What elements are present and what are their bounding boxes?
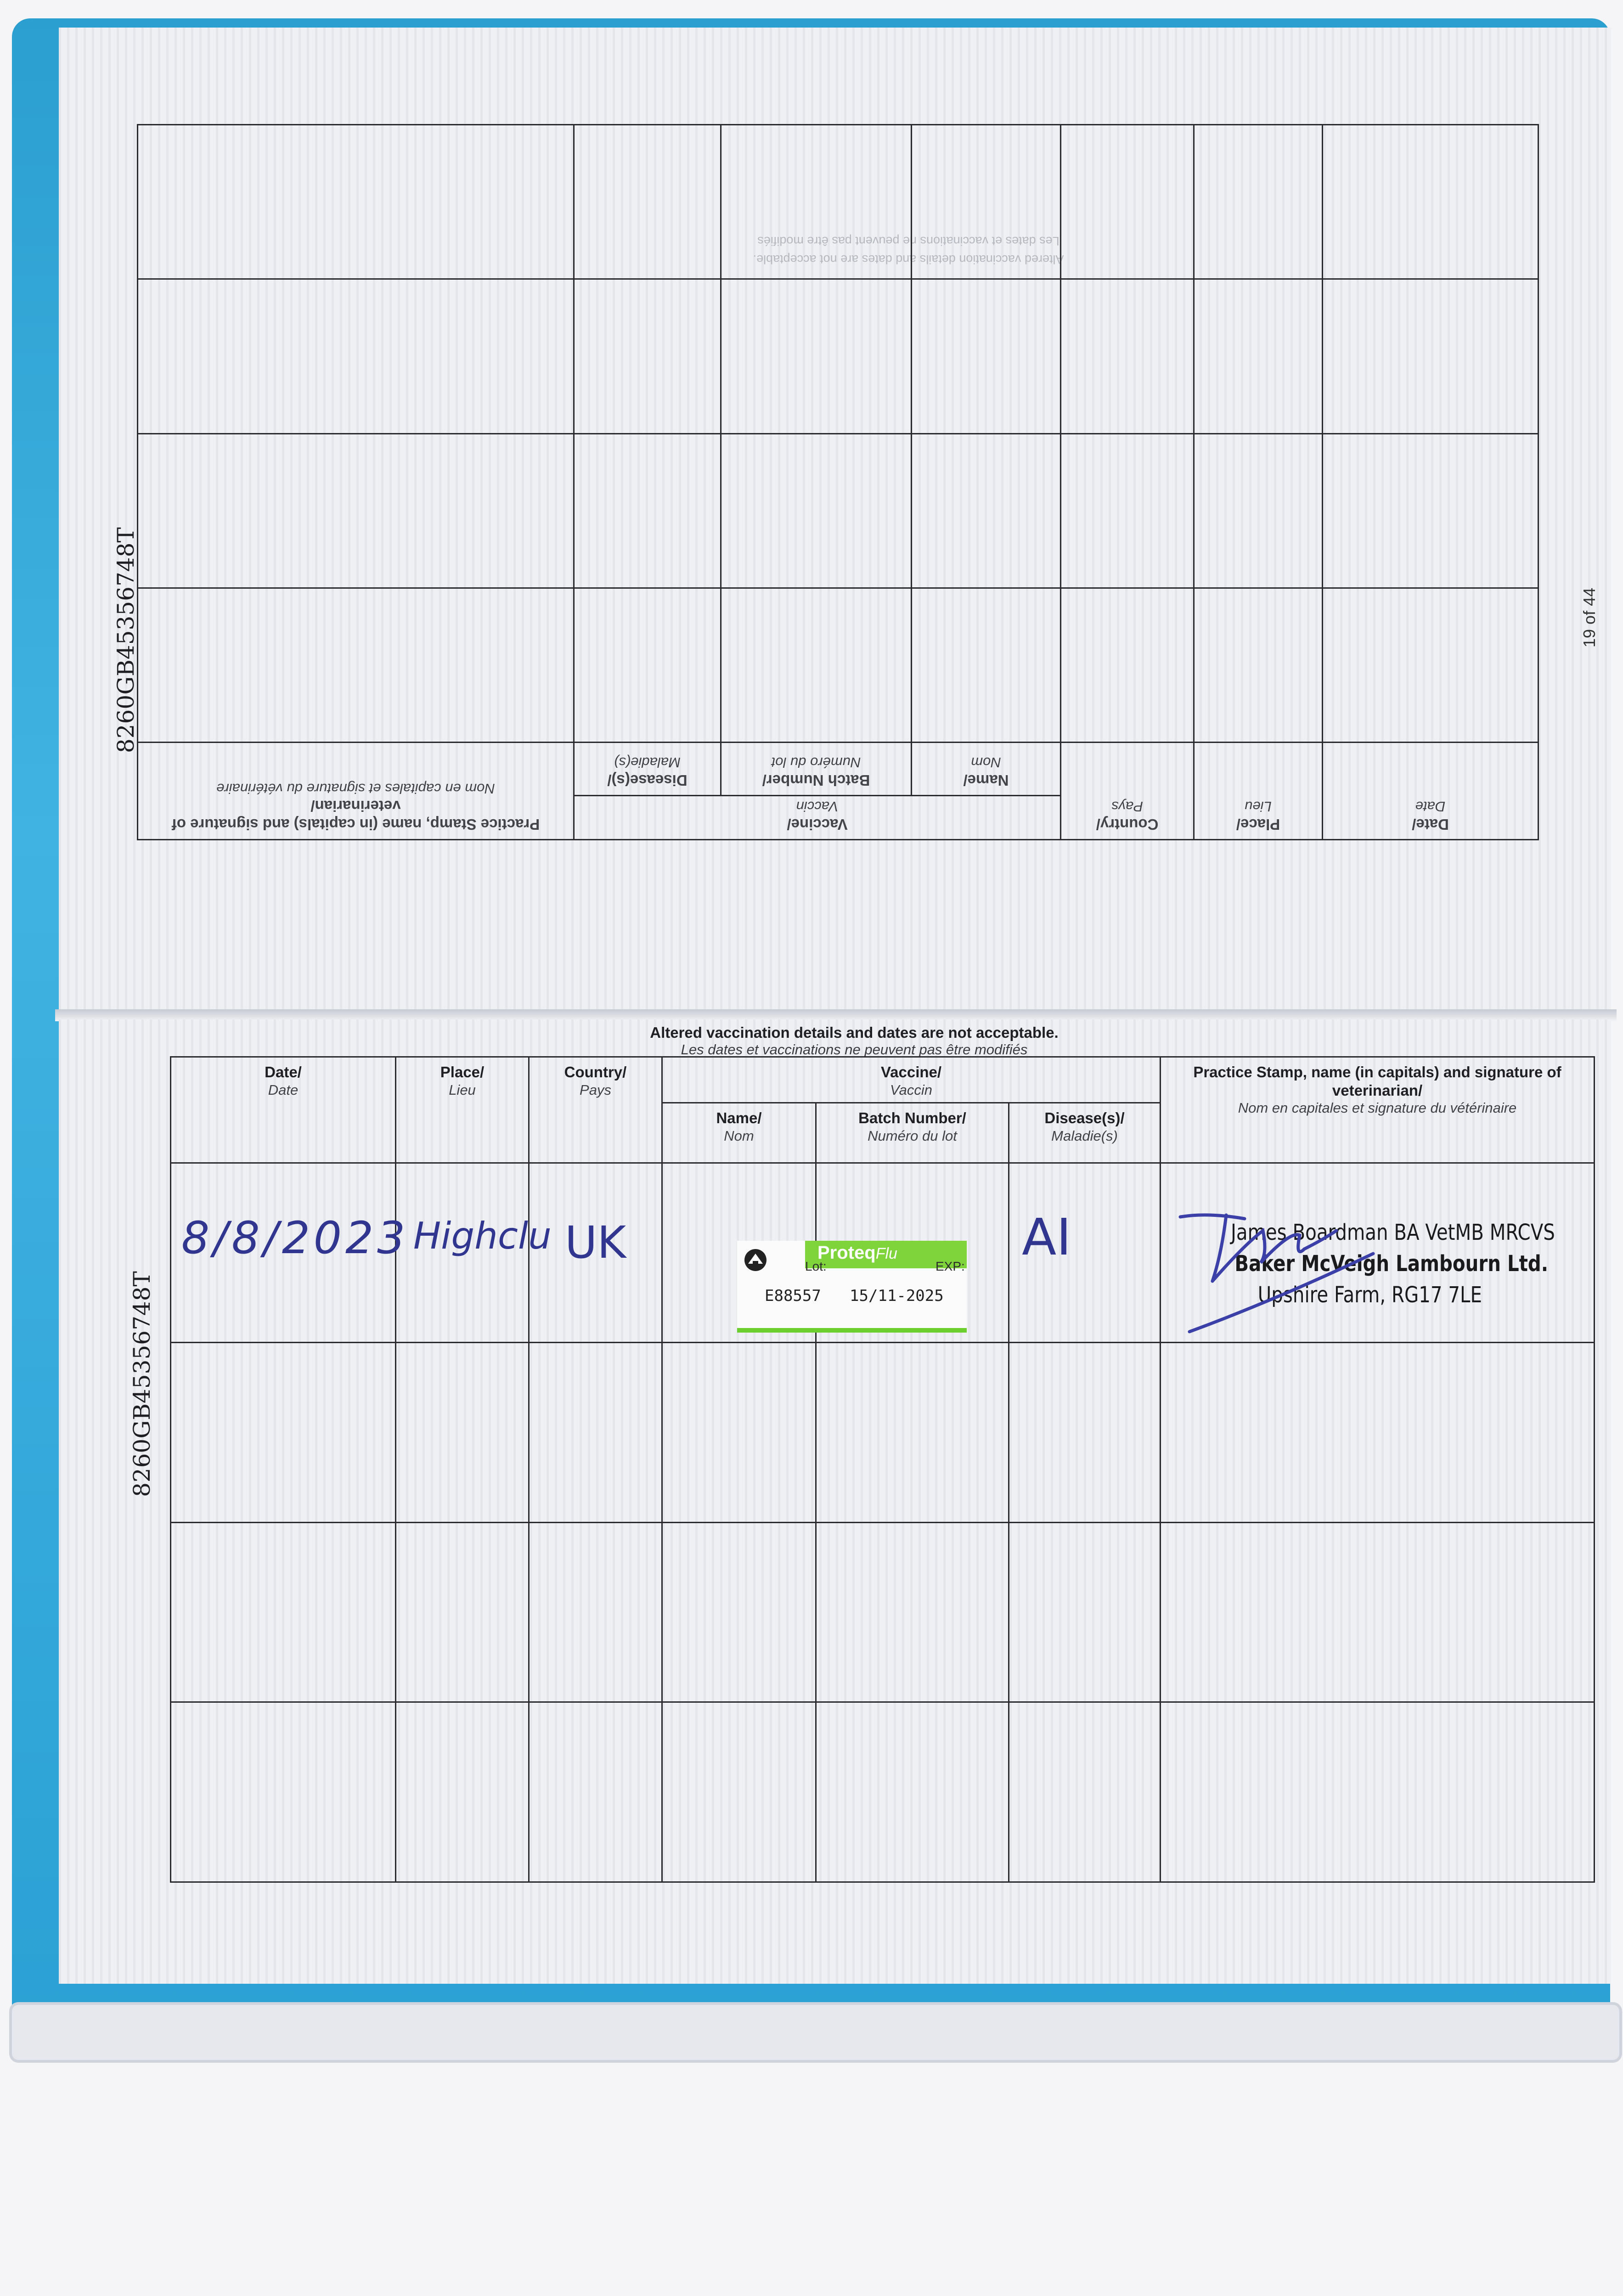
upper-table-row [138, 588, 1538, 742]
passport-cover-bottom-edge [9, 2002, 1622, 2063]
vaccine-sticker [737, 1241, 967, 1333]
entry-place-handwritten: Highclu [413, 1215, 552, 1257]
upper-table-row [138, 433, 1538, 588]
header-practice-stamp: Practice Stamp, name (in capitals) and signature of veterinarian/ Nom en capitales et signature du vétérinaire [1161, 1057, 1595, 1163]
notice-english: Altered vaccination details and dates are not acceptable. [650, 1024, 1059, 1041]
upper-header-disease: Disease(s)/ Maladie(s) [574, 742, 721, 795]
upper-table-row [138, 125, 1538, 279]
header-vaccine: Vaccine/ Vaccin [662, 1057, 1161, 1103]
entry-country-handwritten: UK [565, 1217, 626, 1268]
upper-vaccination-table [137, 124, 1539, 840]
header-diseases: Disease(s)/ Maladie(s) [1009, 1103, 1161, 1163]
entry-date-handwritten: 8/8/2023 [181, 1212, 409, 1264]
alteration-notice [533, 1024, 1176, 1058]
stamp-address: Upshire Farm, RG17 7LE [1257, 1282, 1482, 1308]
header-date: Date/ Date [171, 1057, 396, 1163]
table-row [171, 1343, 1595, 1523]
header-vaccine-name: Name/ Nom [662, 1103, 816, 1163]
entry-disease-handwritten: AI [1022, 1208, 1071, 1266]
stamp-vet-name: James Boardman BA VetMB MRCVS [1231, 1220, 1555, 1245]
upper-header-name: Name/ Nom [912, 742, 1061, 795]
passport-number-upper: 8260GB45356748T [113, 527, 139, 753]
upper-header-stamp: Practice Stamp, name (in capitals) and signature of veterinarian/ Nom en capitales et signature du vétérinaire [138, 742, 574, 839]
upper-header-place: Place/ Lieu [1194, 742, 1323, 839]
manufacturer-logo-icon [742, 1245, 769, 1273]
header-batch-number: Batch Number/ Numéro du lot [816, 1103, 1009, 1163]
vaccine-brand-name: ProteqFlu [817, 1243, 897, 1263]
header-country: Country/ Pays [529, 1057, 662, 1163]
vaccination-table [170, 1056, 1595, 1883]
stamp-practice-name: Baker McVeigh Lambourn Ltd. [1234, 1251, 1549, 1277]
table-row [171, 1702, 1595, 1882]
notice-french: Les dates et vaccinations ne peuvent pas être modifiés [681, 1041, 1028, 1058]
upper-header-vaccine: Vaccine/ Vaccin [574, 795, 1061, 839]
page-number: 19 of 44 [1580, 587, 1599, 647]
show-through-line-1: Altered vaccination details and dates are not acceptable. [753, 253, 1064, 266]
header-place: Place/ Lieu [396, 1057, 529, 1163]
upper-header-batch: Batch Number/ Numéro du lot [721, 742, 912, 795]
expiry-date: 15/11-2025 [850, 1287, 944, 1305]
passport-number-lower: 8260GB45356748T [129, 1271, 155, 1497]
upper-header-country: Country/ Pays [1061, 742, 1194, 839]
veterinarian-signature [1157, 1199, 1414, 1345]
exp-label: EXP: [935, 1259, 965, 1273]
show-through-line-2: Les dates et vaccinations ne peuvent pas être modifiés [757, 234, 1059, 248]
table-row [171, 1522, 1595, 1702]
lot-label: Lot: [805, 1259, 827, 1273]
upper-header-date: Date/ Date [1323, 742, 1538, 839]
upper-table-row [138, 279, 1538, 433]
lot-number: E88557 [765, 1287, 821, 1305]
upper-page [59, 28, 1611, 1015]
